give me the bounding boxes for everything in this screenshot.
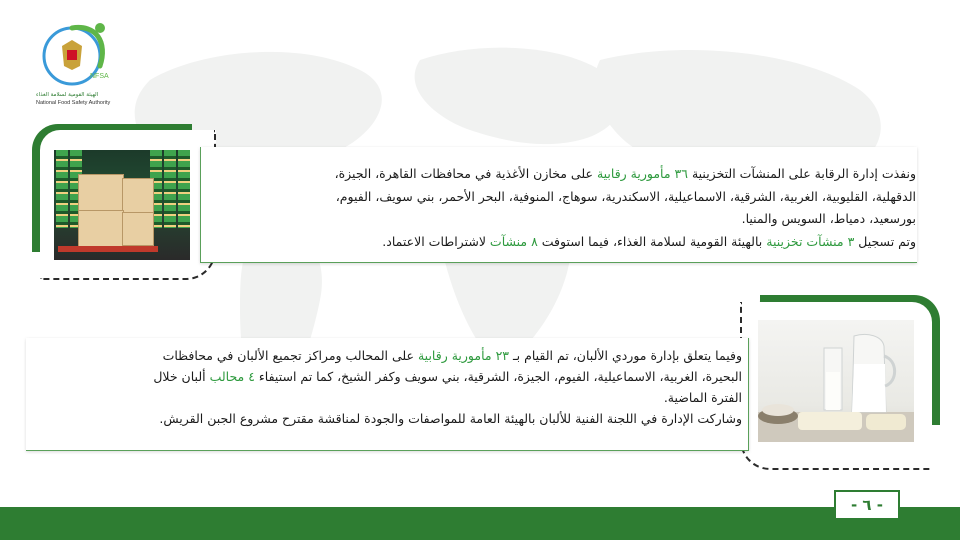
nfsa-logo-icon [36,16,120,90]
milk-dairy-photo [758,320,914,442]
footer-bar [0,507,960,540]
dairy-line-4: وشاركت الإدارة في اللجنة الفنية للألبان بالهيئة العامة للمواصفات والجودة لمناقشة مقترح مشروع الجبن القريش. [159,411,742,426]
milk-dairy-icon [758,320,914,442]
page-number [834,490,900,520]
warehouse-boxes-photo [54,150,190,260]
storage-line-4: وتم تسجيل ٣ منشآت تخزينية بالهيئة القومية لسلامة الغذاء، فيما استوفت ٨ منشآت لاشتراطات الاعتماد. [382,233,916,249]
org-name-en: National Food Safety Authority [36,100,111,106]
org-name-ar: الهيئة القومية لسلامة الغذاء [36,92,99,98]
storage-line-1: ونفذت إدارة الرقابة على المنشآت التخزينية ٣٦ مأمورية رقابية على مخازن الأغذية في محافظات القاهرة، الجيزة، [334,166,916,181]
dairy-line-2: البحيرة، الغربية، الاسماعيلية، الفيوم، الجيزة، الشرقية، بني سويف وكفر الشيخ، كما تم استيفاء ٤ محالب ألبان خلال [153,369,742,384]
nfsa-logo [36,16,120,108]
storage-paragraph [206,163,916,253]
dairy-line-3: الفترة الماضية. [663,390,742,405]
storage-line-3: بورسعيد، دمياط، السويس والمنيا. [741,211,916,226]
dairy-paragraph [30,345,742,429]
svg-text:NFSA: NFSA [90,73,109,80]
page-number-label: - ٦ - [850,496,884,514]
dairy-line-1: وفيما يتعلق بإدارة موردي الألبان، تم القيام بـ ٢٣ مأمورية رقابية على المحالب ومراكز تجميع الألبان في محافظات [162,348,742,363]
storage-line-2: الدقهلية، القليوبية، الغربية، الشرقية، الاسماعيلية، الاسكندرية، سوهاج، المنوفية، البحر الأحمر، بني سويف، الفيوم، [335,188,916,204]
